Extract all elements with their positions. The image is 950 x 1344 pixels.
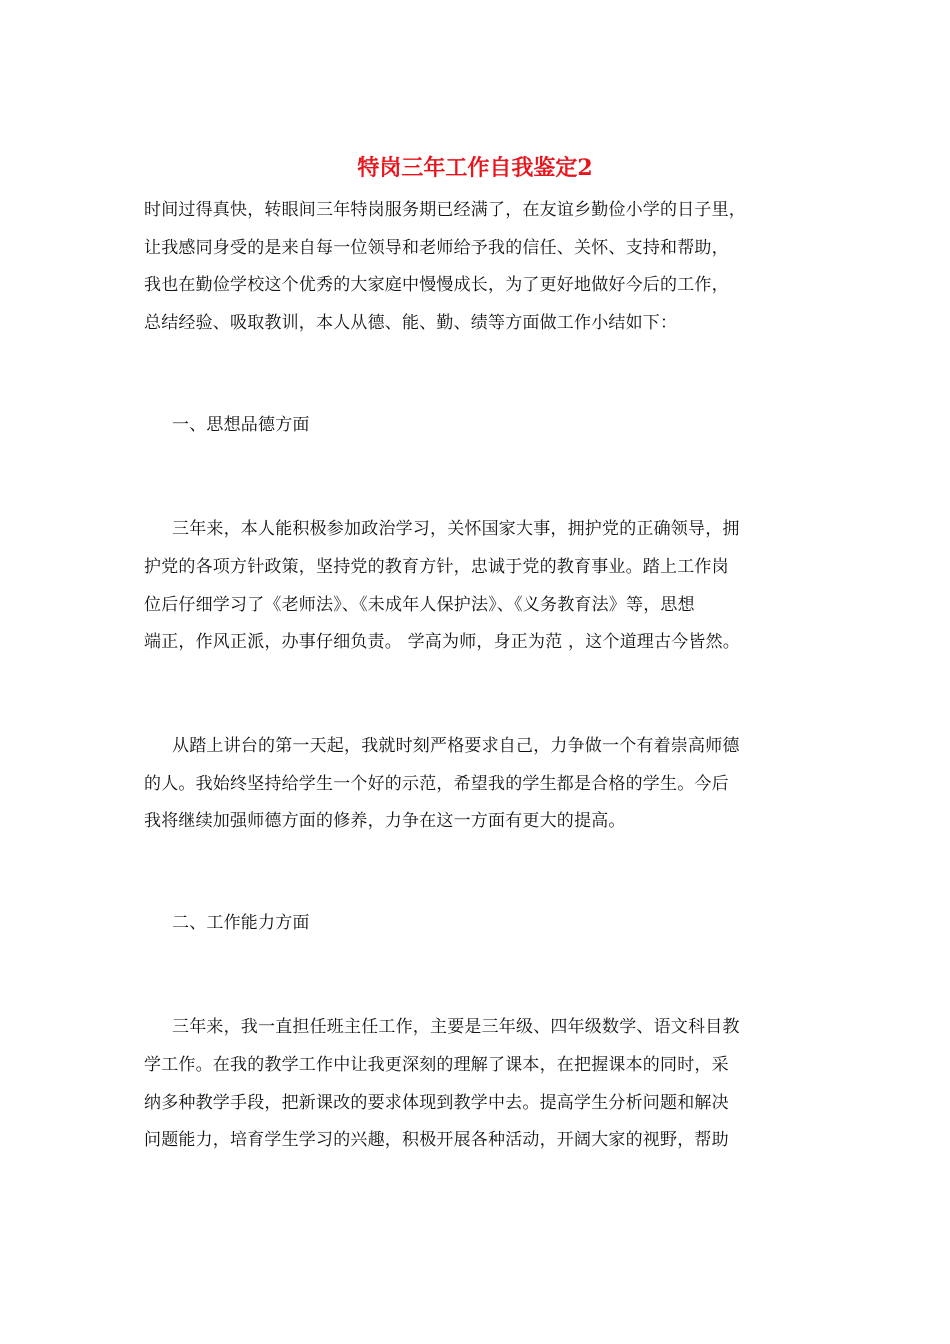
intro-line: 我也在勤俭学校这个优秀的大家庭中慢慢成长，为了更好地做好今后的工作，: [144, 275, 729, 295]
paragraph-line: 从踏上讲台的第一天起，我就时刻严格要求自己，力争做一个有着崇高师德: [172, 736, 740, 756]
document-title: 特岗三年工作自我鉴定2: [357, 155, 593, 181]
paragraph-line: 学工作。在我的教学工作中让我更深刻的理解了课本，在把握课本的同时，采: [144, 1055, 729, 1075]
section-heading: 一、思想品德方面: [172, 415, 310, 435]
paragraph-line: 三年来，我一直担任班主任工作，主要是三年级、四年级数学、语文科目教: [172, 1017, 740, 1037]
paragraph-line: 护党的各项方针政策，坚持党的教育方针，忠诚于党的教育事业。踏上工作岗: [144, 557, 729, 577]
intro-line: 让我感同身受的是来自每一位领导和老师给予我的信任、关怀、支持和帮助，: [144, 238, 729, 258]
paragraph-line: 位后仔细学习了《老师法》、《未成年人保护法》、《义务教育法》等，思想: [144, 595, 695, 615]
paragraph-line: 的人。我始终坚持给学生一个好的示范，希望我的学生都是合格的学生。今后: [144, 774, 729, 794]
paragraph-line: 我将继续加强师德方面的修养，力争在这一方面有更大的提高。: [144, 811, 626, 831]
paragraph-line: 三年来，本人能积极参加政治学习，关怀国家大事，拥护党的正确领导，拥: [172, 519, 740, 539]
intro-line: 总结经验、吸取教训，本人从德、能、勤、绩等方面做工作小结如下：: [144, 313, 678, 333]
paragraph-line: 问题能力，培育学生学习的兴趣，积极开展各种活动，开阔大家的视野，帮助: [144, 1130, 729, 1150]
section-heading: 二、工作能力方面: [172, 913, 310, 933]
paragraph-line: 纳多种教学手段，把新课改的要求体现到教学中去。提高学生分析问题和解决: [144, 1093, 729, 1113]
paragraph-line: 端正，作风正派，办事仔细负责。 学高为师，身正为范 ，这个道理古今皆然。: [144, 632, 741, 652]
intro-line: 时间过得真快，转眼间三年特岗服务期已经满了，在友谊乡勤俭小学的日子里，: [144, 200, 746, 220]
